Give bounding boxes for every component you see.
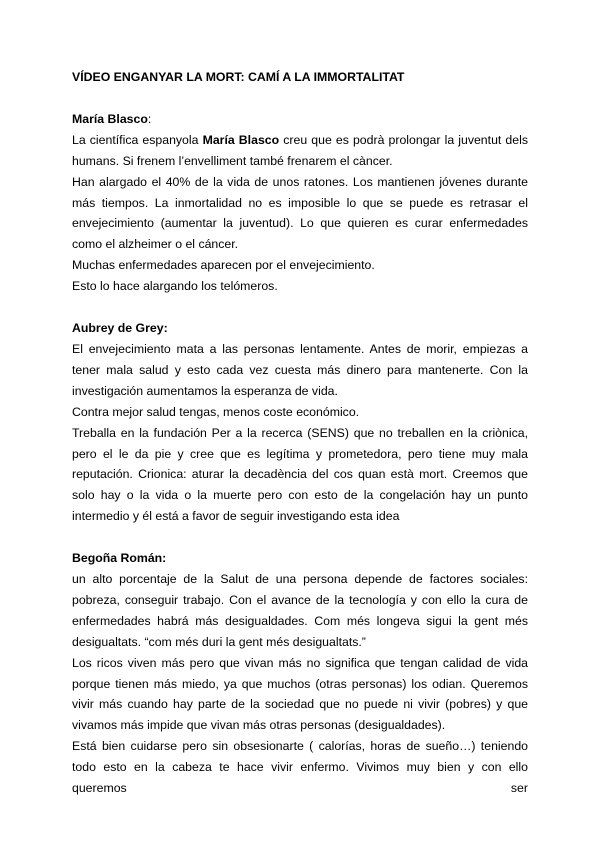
paragraph: Han alargado el 40% de la vida de unos ratones. Los mantienen jóvenes durante más tiempos. La inmortalidad no es imposible lo que se puede es retrasar el envejecimiento (aumentar la juventud). Lo que quieren es curar enfermedades como el alzheimer o el cáncer. xyxy=(72,174,528,252)
paragraph: un alto porcentaje de la Salut de una persona depende de factores sociales: pobreza, conseguir trabajo. Con el avance de la tecnología y con ello la cura de enfermedades habrá más desigualdades. Com més longeva sigui la gent més desigualtats. “com més duri la gent més desigualtats.” xyxy=(72,572,528,649)
heading-name: María Blasco xyxy=(72,111,148,126)
document-body xyxy=(72,67,528,820)
section-heading xyxy=(72,109,528,130)
section-aubrey-de-grey xyxy=(72,318,528,527)
paragraph: Contra mejor salud tengas, menos coste económico. xyxy=(72,404,360,419)
section-heading: Aubrey de Grey: xyxy=(72,321,168,336)
section-heading: Begoña Román: xyxy=(72,551,167,566)
paragraph: Está bien cuidarse pero sin obsesionarte ( calorías, horas de sueño…) teniendo todo esto en la cabeza te hace vivir enfermo. Vivimos muy bien y con ello queremos ser xyxy=(72,739,528,796)
section-begona-roman xyxy=(72,548,528,799)
paragraph: Treballa en la fundación Per a la recerca (SENS) que no treballen en la criònica, pero el le da pie y cree que es legítima y prometedora, pero tiene muy mala reputación. Crionica: aturar la decadència del cos quan està mort. Creemos que solo hay o la vida o la muerte pero con esto de la congelación hay un punto intermedio y él está a favor de seguir investigando esta idea xyxy=(72,425,528,524)
heading-suffix: : xyxy=(147,111,152,126)
paragraph: Esto lo hace alargando los telómeros. xyxy=(72,279,278,294)
paragraph: Los ricos viven más pero que vivan más no significa que tengan calidad de vida porque tienen más miedo, ya que muchos (otras personas) los odian. Queremos vivir más cuando hay parte de la sociedad que no puede ni vivir (pobres) y que vivamos más impide que vivan más otras personas (desigualdades). xyxy=(72,655,528,733)
document-title: VÍDEO ENGANYAR LA MORT: CAMÍ A LA IMMORTALITAT xyxy=(72,70,405,84)
paragraph: Muchas enfermedades aparecen por el envejecimiento. xyxy=(72,258,375,273)
section-maria-blasco xyxy=(72,109,528,297)
paragraph-post: creu que es podrà prolongar la juventut dels humans. Si frenem l’envelliment també frenarem el càncer. xyxy=(72,132,528,168)
paragraph-bold-name: María Blasco xyxy=(202,132,280,147)
paragraph-pre: La científica espanyola xyxy=(72,132,203,147)
paragraph: El envejecimiento mata a las personas lentamente. Antes de morir, empiezas a tener mala salud y esto cada vez cuesta más dinero para mantenerte. Con la investigación aumentamos la esperanza de vida. xyxy=(72,341,528,398)
paragraph xyxy=(72,130,528,172)
